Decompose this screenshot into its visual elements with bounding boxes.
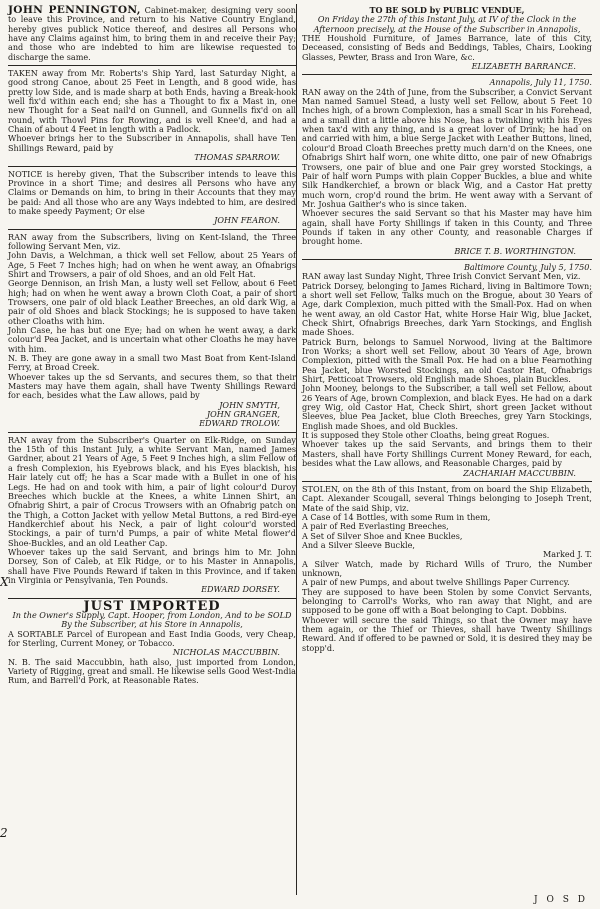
margin-mark-x: X xyxy=(0,575,9,589)
fearon-signature: JOHN FEARON. xyxy=(214,215,280,226)
baltimore-signature: ZACHARIAH MACCUBBIN. xyxy=(463,467,576,478)
kent-signature-1: JOHN SMYTH, xyxy=(219,399,280,410)
baltimore-burn: Patrick Burn, belongs to Samuel Norwood, living at the Baltimore Iron Works; a short well set Fellow, about 30 Years of Age, brown Complexion, pitted with the Small Pox. He had on a blue Fearnothing Pea Jacket, blue Worsted Stockings, an old Castor Hat, Ofnabrigs Shirt, Petticoat Trowsers, old English made Shoes, plain Buckles. xyxy=(302,336,592,385)
kent-signature-3: EDWARD TROLOW. xyxy=(199,418,280,429)
imported-headline: JUST IMPORTED xyxy=(83,598,221,614)
stead-reward: Whoever secures the said Servant so that his Master may have him again, shall have Forty Shillings if taken in this County, and Three Pounds if taken in any other County, and reasonable Charges if brought home. xyxy=(302,208,592,247)
stolen-item: A pair of new Pumps, and about twelve Shillings Paper Currency. xyxy=(302,577,570,588)
divider xyxy=(8,65,296,66)
divider xyxy=(8,229,296,230)
stead-body: RAN away on the 24th of June, from the Subscriber, a Convict Servant Man named Samuel Stead, a lusty well set Fellow, about 5 Feet 10 Inches high, of a brown Complexion, has a small Scar in his Forehead, and a small dint a little above his Nose, has a twinkling with his Eyes when tax'd with any thing, and is a great lover of Drink; he had on and carried with him, a blue Serge Jacket with Leather Buttons, lined, colour'd Broad Cloath Breeches pretty much darn'd on the Knees, one Ofnabrigs Shirt half worn, one white ditto, one pair of new Ofnabrigs Trowsers, one pair of blue and one Pair grey worsted Stockings, a Pair of half worn Pumps with plain Copper Buckles, a blue and white Silk Handkerchief, a brown or black Wig, and a Castor Hat pretty much worn, crop'd round the brim. He went away with a Servant of Mr. Joshua Gaither's who is since taken. xyxy=(302,86,592,209)
ad-canoe xyxy=(8,69,296,162)
vendue-body: On Friday the 27th of this Instant July, at IV of the Clock in the Afternoon precisely, at the House of the Subscriber in Annapolis, xyxy=(313,14,581,34)
vendue-headline: TO BE SOLD by PUBLIC VENDUE, xyxy=(369,5,525,15)
stead-signature: BRICE T. B. WORTHINGTON. xyxy=(454,245,576,256)
kent-davis: John Davis, a Welchman, a thick well set Fellow, about 25 Years of Age, 5 Feet 7 Inches high; had on when he went away, an Ofnabrigs Shirt and Trowsers, a pair of old Shoes, and an old Felt Hat. xyxy=(8,250,296,279)
stead-date: Annapolis, July 11, 1750. xyxy=(489,77,592,88)
stolen-item: A pair of Red Everlasting Breeches, xyxy=(302,521,449,532)
ad-fearon xyxy=(8,170,296,226)
imported-sub-2: By the Subscriber, at his Store in Annapolis, xyxy=(61,619,243,630)
canoe-signature: THOMAS SPARROW. xyxy=(194,152,280,163)
margin-mark-2: 2 xyxy=(0,826,8,840)
divider xyxy=(302,481,592,482)
column-rule xyxy=(296,4,297,895)
imported-signature: NICHOLAS MACCUBBIN. xyxy=(172,647,280,658)
vendue-signature: ELIZABETH BARRANCE. xyxy=(471,61,576,72)
stolen-reward: Whoever will secure the said Things, so that the Owner may have them again, or the Thief or Thieves, shall have Twenty Shillings Reward. And if offered to be pawned or Sold, it is desired they may be stopp'd. xyxy=(302,614,592,653)
ad-vendue xyxy=(302,6,592,71)
kent-dennison: George Dennison, an Irish Man, a lusty well set Fellow, about 6 Feet high; had on when he went away a brown Cloth Coat, a pair of short Trowsers, one pair of old black Leather Breeches, an old dark Wig, a pair of old Shoes and black Stockings; he is supposed to have taken other Cloaths with him. xyxy=(8,278,296,326)
elk-body: RAN away from the Subscriber's Quarter on Elk-Ridge, on Sunday the 15th of this Instant July, a white Servant Man, named James Gardner, about 21 Years of Age, 5 Feet 9 Inches high, a slim Fellow of a fresh Complexion, his Eyebrows black, and his Eyes blackish, his Hair lately cut off; he has a Scar made with a Bullet in one of his Legs. He had on and took with him, a pair of light colour'd Duroy Breeches which buckle at the Knees, a white Linnen Shirt, an Ofnabrig Shirt, a pair of Crocus Trowsers with an Ofnabrig patch on the Thigh, a Cotton Jacket with yellow Metal Buttons, a red Bird-eye Handkerchief about his Neck, a pair of light colour'd worsted Stockings, a pair of turn'd Pumps, a pair of white Metal flower'd Shoe-Buckles, and an old Leather Cap. xyxy=(8,434,296,548)
ad-imported xyxy=(8,598,296,686)
ad-baltimore xyxy=(302,263,592,478)
fearon-body: NOTICE is hereby given, That the Subscriber intends to leave this Province in a short Time; and desires all Persons who have any Claims or Demands on him, to bring in their Accounts that they may be paid: And all those who are any Ways indebted to him, are desired to make speedy Payment; Or else xyxy=(8,168,296,216)
stolen-body: STOLEN, on the 8th of this Instant, from on board the Ship Elizabeth, Capt. Alexander Scougall, several Things belonging to Joseph Trent, Mate of the said Ship, viz. xyxy=(302,483,592,513)
ad-stolen xyxy=(302,485,592,653)
footer-catchword: J O S D xyxy=(534,895,588,905)
kent-intro: RAN away from the Subscribers, living on Kent-Island, the Three following Servant Men, viz. xyxy=(8,231,296,251)
canoe-reward: Whoever brings her to the Subscriber in Annapolis, shall have Ten Shillings Reward, paid by xyxy=(8,133,296,153)
imported-body: A SORTABLE Parcel of European and East India Goods, very Cheap, for Sterling, Current Money, or Tobacco. xyxy=(8,628,296,648)
baltimore-date: Baltimore County, July 5, 1750. xyxy=(463,261,592,272)
ad-stead xyxy=(302,78,592,256)
kent-case: John Case, he has but one Eye; had on when he went away, a dark colour'd Pea Jacket, and is uncertain what other Cloaths he may have with him. xyxy=(8,325,296,354)
stolen-mark: Marked J. T. xyxy=(543,549,592,560)
stolen-item: And a Silver Sleeve Buckle, xyxy=(302,539,415,550)
pennington-headline: JOHN PENNINGTON, xyxy=(8,4,141,16)
pennington-body: Cabinet-maker, designing very soon to leave this Province, and return to his Native Country England, hereby gives publick Notice thereof, and desires all Persons who have any Claims against him, to bring them in and receive their Pay; and those who are indebted to him are likewise requested to discharge the same. xyxy=(8,5,297,62)
elk-signature: EDWARD DORSEY. xyxy=(201,584,280,595)
ad-pennington xyxy=(8,6,296,62)
ad-kent-island xyxy=(8,233,296,429)
imported-nb: N. B. The said Maccubbin, hath also, just imported from London, Variety of Rigging, great and small. He likewise sells Good West-India Rum, and Barrell'd Pork, at Reasonable Rates. xyxy=(8,656,296,686)
divider xyxy=(8,166,296,167)
kent-nb: N. B. They are gone away in a small two Mast Boat from Kent-Island Ferry, at Broad Creek. xyxy=(8,353,296,373)
elk-reward: Whoever takes up the said Servant, and brings him to Mr. John Dorsey, Son of Caleb, at Elk Ridge, or to his Master in Annapolis, shall have Five Pounds Reward if taken in this Province, and if taken in Virginia or Pensylvania, Ten Pounds. xyxy=(8,546,296,585)
stolen-item: A Silver Watch, made by Richard Wills of Truro, the Number unknown, xyxy=(302,558,592,578)
stolen-item: A Set of Silver Shoe and Knee Buckles, xyxy=(302,530,463,541)
kent-reward: Whoever takes up the sd Servants, and secures them, so that their Masters may have them again, shall have Twenty Shillings Reward for each, besides what the Law allows, paid by xyxy=(8,371,296,401)
right-column xyxy=(302,6,592,655)
baltimore-dorsey: Patrick Dorsey, belonging to James Richard, living in Baltimore Town; a short well set Fellow, Talks much on the Brogue, about 30 Years of Age, dark Complexion, much pitted with the Small-Pox. Had on when he went away, an old Castor Hat, white Horse Hair Wig, blue Jacket, Check Shirt, Ofnabrigs Breeches, dark Yarn Stockings, and English made Shoes. xyxy=(302,280,592,338)
stolen-item: A Case of 14 Bottles, with some Rum in them, xyxy=(302,511,491,522)
vendue-goods: THE Houshold Furniture, of James Barrance, late of this City, Deceased, consisting of Beds and Beddings, Tables, Chairs, Looking Glasses, Pewter, Brass and Iron Ware, &c. xyxy=(302,33,592,62)
stolen-theft: They are supposed to have been Stolen by some Convict Servants, belonging to Carroll's Works, who ran away that Night, and are supposed to be gone off with a Boat belonging to Capt. Dobbins. xyxy=(302,586,592,616)
baltimore-mooney: John Mooney, belongs to the Subscriber, a tall well set Fellow, about 26 Years of Age, brown Complexion, and black Eyes. He had on a dark grey Wig, old Castor Hat, Check Shirt, short green Jacket without Sleeves, blue Pea Jacket, blue Cloth Breeches, grey Yarn Stockings, English made Shoes, and old Buckles. xyxy=(302,383,592,431)
divider xyxy=(8,432,296,433)
left-column xyxy=(8,6,296,688)
canoe-body: TAKEN away from Mr. Roberts's Ship Yard, last Saturday Night, a good strong Canoe, about 25 Feet in Length, and 8 good wide, has pretty low Side, and is made sharp at both Ends, having a Break-hook well fix'd within each end; she has a Thought to fix a Mast in, one new Thought for a Seat nail'd on Gunnell, and Gunnells fix'd on all round, with Thowl Pins for Rowing, and is well Knee'd, and had a Chain of about 4 Feet in length with a Padlock. xyxy=(8,68,296,135)
baltimore-intro: RAN away last Sunday Night, Three Irish Convict Servant Men, viz. xyxy=(302,271,581,282)
kent-signature-2: JOHN GRANGER, xyxy=(206,409,280,420)
imported-sub-1: In the Owner's Supply, Capt. Hooper, from London, And to be SOLD xyxy=(12,609,292,620)
divider xyxy=(302,74,592,75)
baltimore-reward: Whoever takes up the said Servants, and brings them to their Masters, shall have Forty Shillings Current Money Reward, for each, besides what the Law allows, and Reasonable Charges, paid by xyxy=(302,439,592,469)
ad-elk-ridge xyxy=(8,436,296,595)
divider xyxy=(302,259,592,260)
baltimore-supposed: It is supposed they Stole other Cloaths, being great Rogues. xyxy=(302,430,550,441)
